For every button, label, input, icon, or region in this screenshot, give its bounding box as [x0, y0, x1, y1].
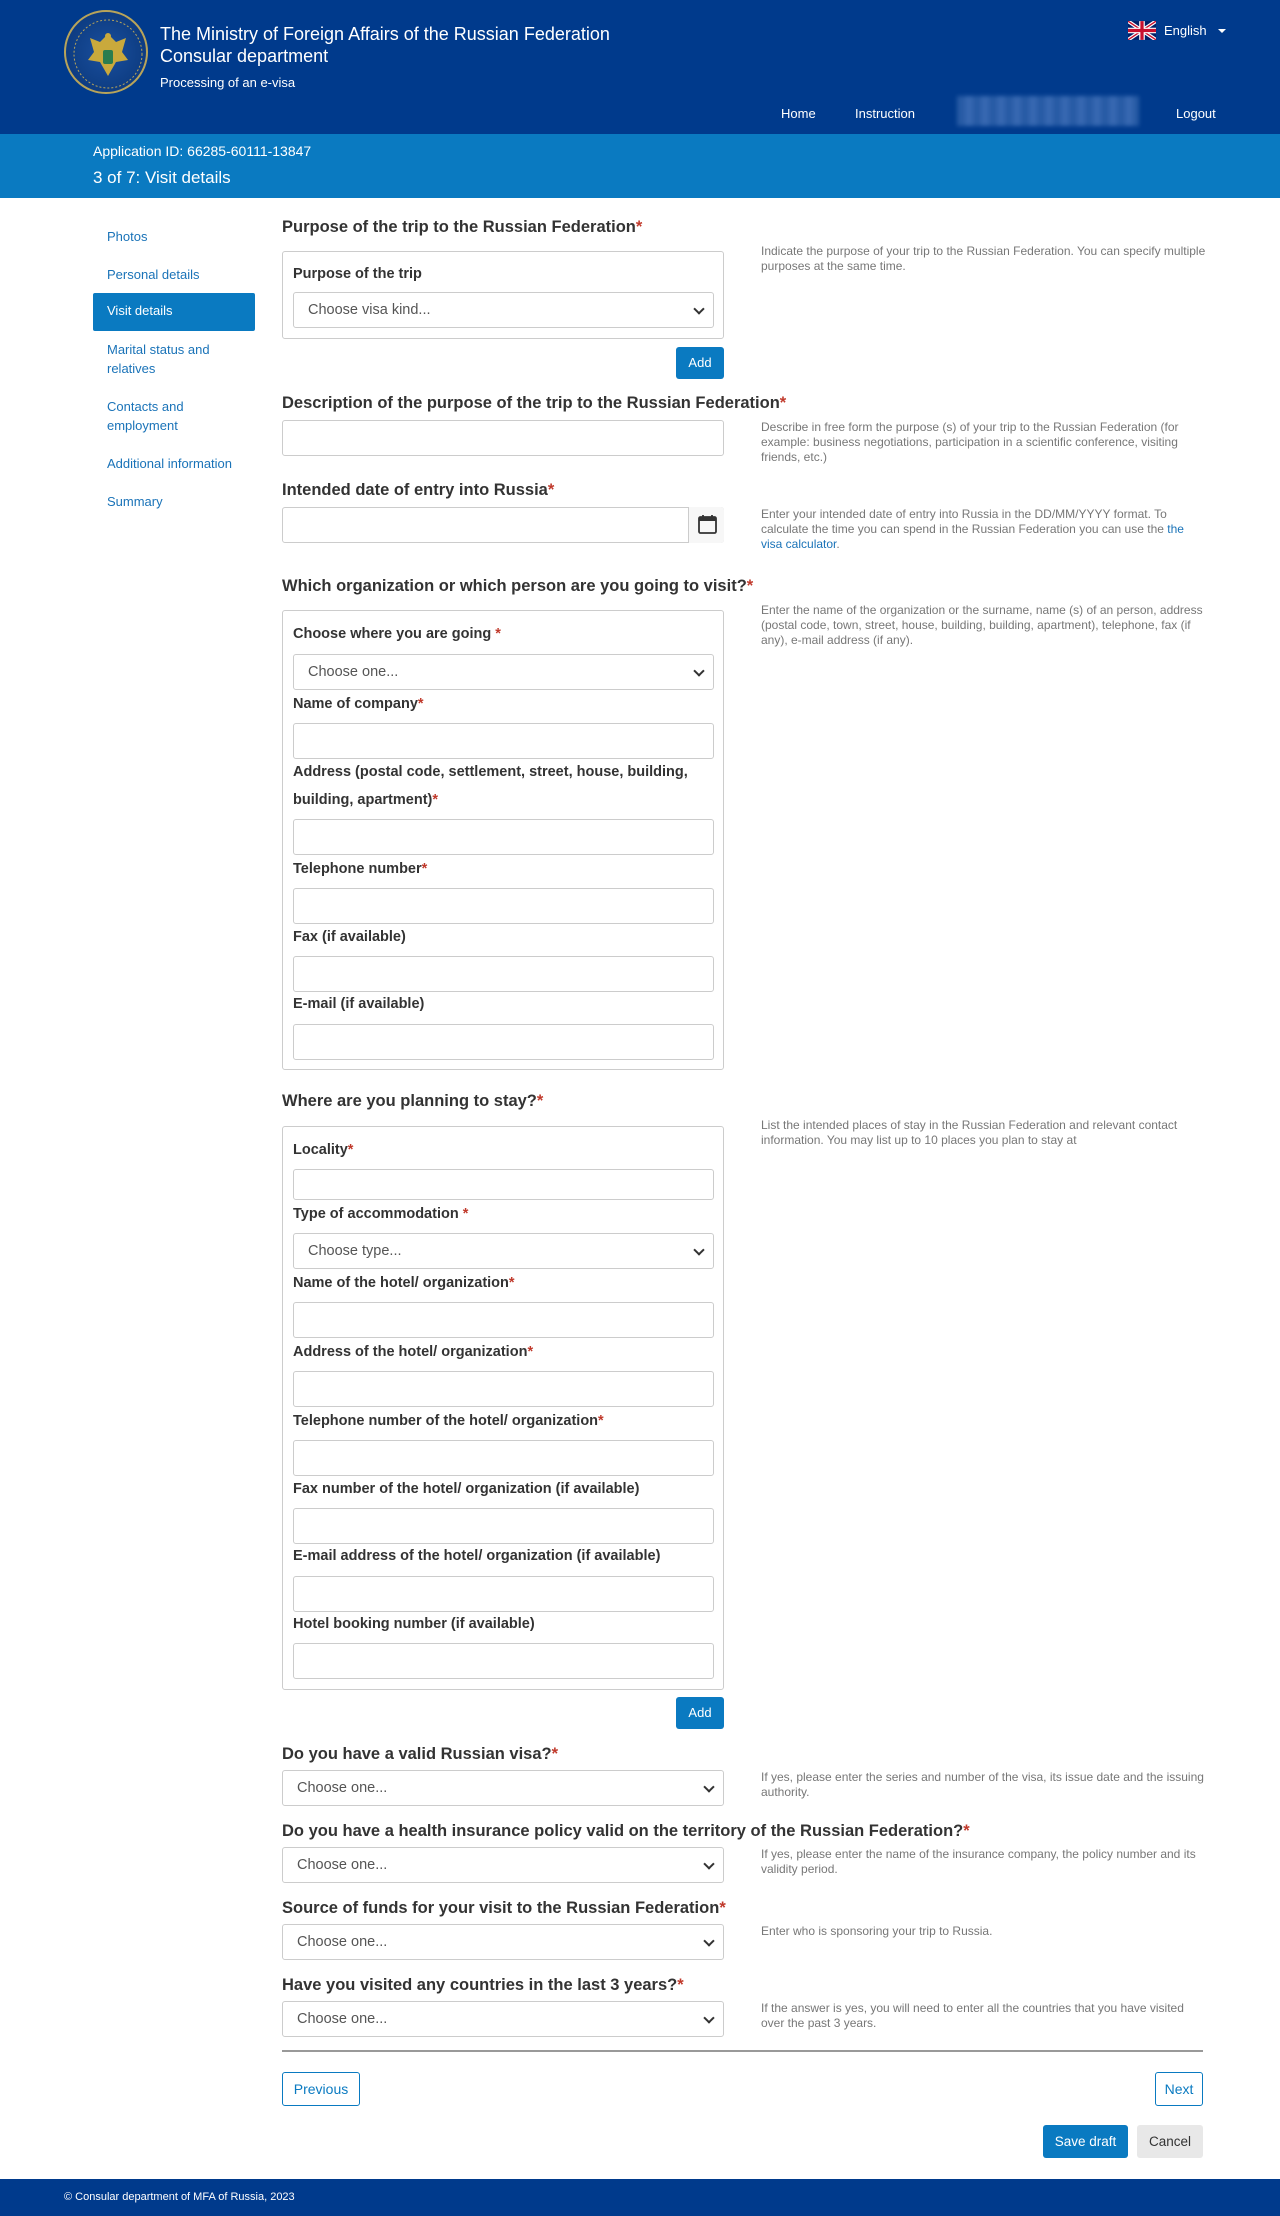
calendar-button[interactable] [688, 507, 724, 543]
phone-label: Telephone number* [293, 861, 428, 877]
where-going-select[interactable]: Choose one... [293, 654, 714, 690]
copyright-text: © Consular department of MFA of Russia, 2023 [64, 2191, 295, 2203]
coat-of-arms-logo [64, 10, 148, 94]
visit-org-help: Enter the name of the organization or the surname, name (s) of an person, address (postal code, town, street, house, building, building, apartment), telephone, fax (if any), e-mail address (if any). [761, 603, 1203, 647]
nav-instruction[interactable]: Instruction [855, 106, 915, 121]
hotel-fax-input[interactable] [293, 1508, 714, 1544]
entry-date-help: Enter your intended date of entry into Russia in the DD/MM/YYYY format. To calculate the time you can spend in the Russian Federation you can use the the visa calculator. [761, 507, 1184, 551]
visit-org-heading: Which organization or which person are you going to visit?* [282, 577, 754, 595]
fax-label: Fax (if available) [293, 929, 406, 945]
description-heading: Description of the purpose of the trip to the Russian Federation* [282, 394, 787, 412]
company-name-input[interactable] [293, 723, 714, 759]
step-indicator: 3 of 7: Visit details [93, 168, 231, 187]
chevron-down-icon [703, 1781, 714, 1792]
visited-countries-select[interactable]: Choose one... [282, 2001, 724, 2037]
visa-help: If yes, please enter the series and number of the visa, its issue date and the issuing authority. [761, 1770, 1204, 1799]
hotel-email-label: E-mail address of the hotel/ organization (if available) [293, 1548, 661, 1564]
add-purpose-button[interactable]: Add [676, 347, 724, 379]
site-footer [0, 2179, 1280, 2216]
sidebar-item-contacts[interactable]: Contacts and employment [107, 399, 184, 433]
visa-heading: Do you have a valid Russian visa?* [282, 1745, 559, 1763]
purpose-label: Purpose of the trip [293, 266, 422, 282]
address-label: Address (postal code, settlement, street, house, building, building, apartment)* [293, 764, 688, 808]
cancel-button[interactable]: Cancel [1137, 2125, 1203, 2158]
department-title: Consular department [160, 46, 329, 66]
countries-heading: Have you visited any countries in the last 3 years?* [282, 1976, 684, 1994]
insurance-select[interactable]: Choose one... [282, 1847, 724, 1883]
language-label: English [1164, 23, 1207, 38]
calendar-icon [689, 507, 725, 543]
entry-date-heading: Intended date of entry into Russia* [282, 481, 555, 499]
valid-visa-select[interactable]: Choose one... [282, 1770, 724, 1806]
uk-flag-icon [1128, 21, 1156, 40]
visa-kind-select[interactable]: Choose visa kind... [293, 292, 714, 328]
chevron-down-icon [1218, 29, 1226, 33]
ministry-title: The Ministry of Foreign Affairs of the Russian Federation [160, 24, 610, 44]
accommodation-type-select[interactable]: Choose type... [293, 1233, 714, 1269]
sidebar-item-personal-details[interactable]: Personal details [107, 267, 200, 282]
language-selector[interactable] [1128, 21, 1226, 40]
hotel-phone-label: Telephone number of the hotel/ organization* [293, 1413, 604, 1429]
email-label: E-mail (if available) [293, 996, 425, 1012]
insurance-heading: Do you have a health insurance policy valid on the territory of the Russian Federation?* [282, 1822, 970, 1840]
site-header [0, 0, 1280, 134]
hotel-email-input[interactable] [293, 1576, 714, 1612]
previous-button[interactable]: Previous [282, 2072, 360, 2106]
phone-input[interactable] [293, 888, 714, 924]
sidebar-item-additional-info[interactable]: Additional information [107, 456, 233, 471]
sidebar-item-visit-details[interactable] [93, 293, 255, 331]
next-button[interactable]: Next [1155, 2072, 1203, 2106]
accommodation-type-label: Type of accommodation * [293, 1206, 469, 1222]
funds-source-select[interactable]: Choose one... [282, 1924, 724, 1960]
fax-input[interactable] [293, 956, 714, 992]
hotel-name-input[interactable] [293, 1302, 714, 1338]
booking-number-label: Hotel booking number (if available) [293, 1616, 535, 1632]
application-id: Application ID: 66285-60111-13847 [93, 143, 312, 159]
sidebar-item-photos[interactable]: Photos [107, 229, 148, 244]
hotel-address-input[interactable] [293, 1371, 714, 1407]
hotel-name-label: Name of the hotel/ organization* [293, 1275, 515, 1291]
locality-label: Locality* [293, 1142, 354, 1158]
sidebar-item-marital-status[interactable]: Marital status and relatives [107, 342, 210, 376]
hotel-address-label: Address of the hotel/ organization* [293, 1344, 534, 1360]
description-help: Describe in free form the purpose (s) of your trip to the Russian Federation (for example: business negotiations, participation in a scientific conference, visiting friends, etc.) [761, 420, 1179, 464]
chevron-down-icon [693, 665, 704, 676]
visa-calculator-link[interactable]: the visa calculator [761, 522, 1184, 551]
divider [282, 2050, 1203, 2052]
booking-number-input[interactable] [293, 1643, 714, 1679]
add-stay-button[interactable]: Add [676, 1697, 724, 1729]
address-input[interactable] [293, 819, 714, 855]
hotel-fax-label: Fax number of the hotel/ organization (if available) [293, 1481, 640, 1497]
purpose-heading: Purpose of the trip to the Russian Federation* [282, 218, 643, 236]
user-name-redacted [957, 96, 1139, 126]
countries-help: If the answer is yes, you will need to enter all the countries that you have visited over the past 3 years. [761, 2001, 1184, 2030]
chevron-down-icon [703, 2012, 714, 2023]
page-subtitle: Processing of an e-visa [160, 75, 296, 90]
company-name-label: Name of company* [293, 696, 424, 712]
chevron-down-icon [693, 303, 704, 314]
nav-home[interactable]: Home [781, 106, 816, 121]
save-draft-button[interactable]: Save draft [1043, 2125, 1128, 2158]
email-input[interactable] [293, 1024, 714, 1060]
insurance-help: If yes, please enter the name of the insurance company, the policy number and its validity period. [761, 1847, 1196, 1876]
stay-heading: Where are you planning to stay?* [282, 1092, 544, 1110]
funds-help: Enter who is sponsoring your trip to Russia. [761, 1924, 993, 1938]
locality-input[interactable] [293, 1169, 714, 1200]
description-input[interactable] [282, 420, 724, 456]
chevron-down-icon [703, 1858, 714, 1869]
entry-date-input[interactable] [282, 507, 724, 543]
chevron-down-icon [693, 1244, 704, 1255]
purpose-help: Indicate the purpose of your trip to the Russian Federation. You can specify multiple purposes at the same time. [761, 244, 1206, 273]
stay-help: List the intended places of stay in the Russian Federation and relevant contact information. You may list up to 10 places you plan to stay at [761, 1118, 1178, 1147]
funds-heading: Source of funds for your visit to the Russian Federation* [282, 1899, 726, 1917]
chevron-down-icon [703, 1935, 714, 1946]
sidebar-item-label: Visit details [107, 303, 173, 318]
where-going-label: Choose where you are going * [293, 626, 501, 642]
hotel-phone-input[interactable] [293, 1440, 714, 1476]
nav-logout[interactable]: Logout [1176, 106, 1216, 121]
sidebar-item-summary[interactable]: Summary [107, 494, 163, 509]
